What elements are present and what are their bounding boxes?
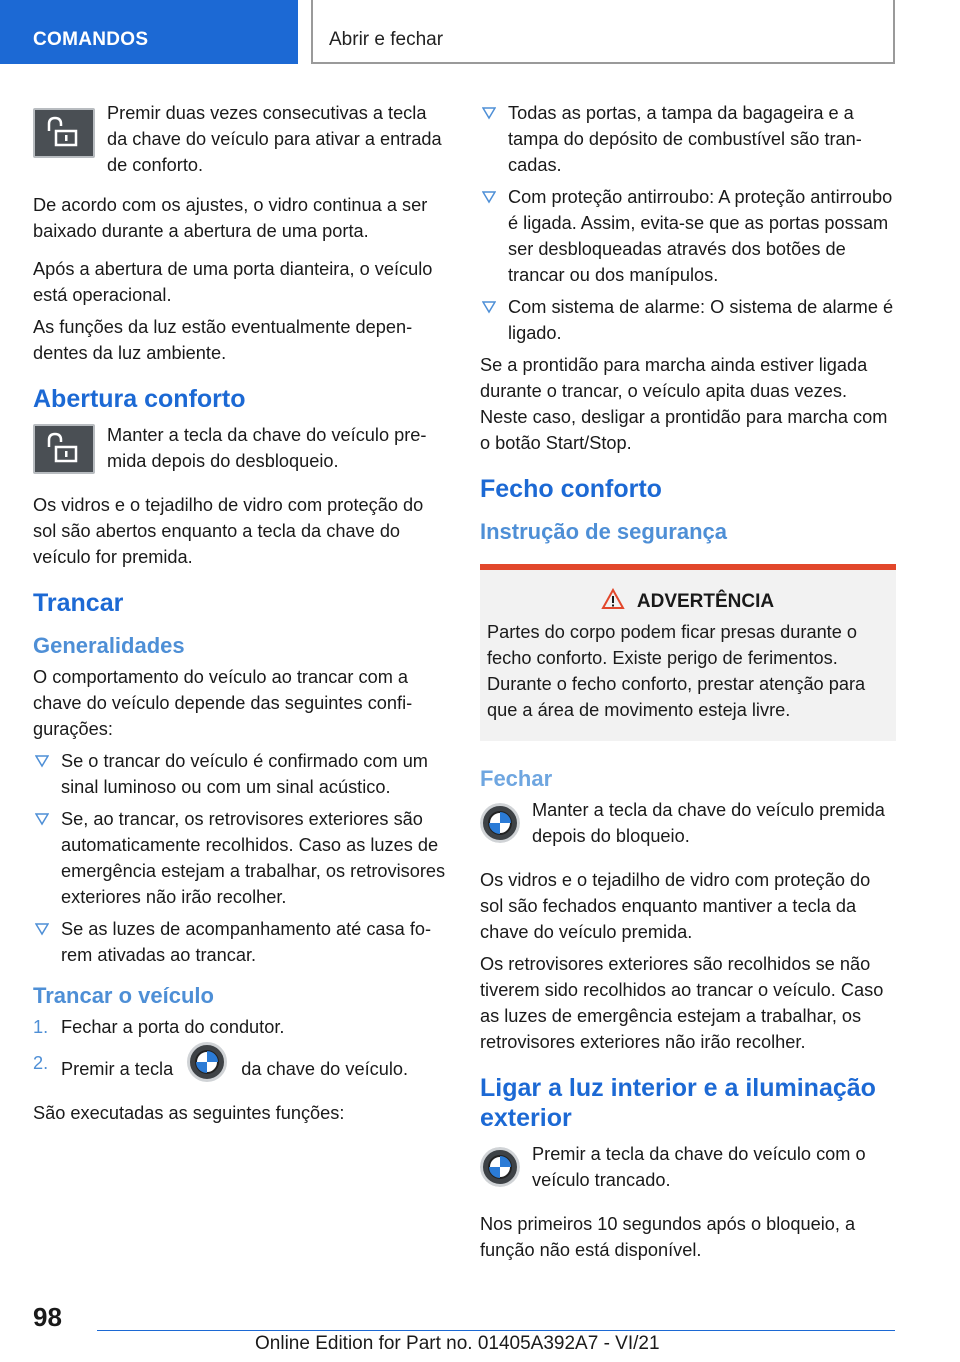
step-text: Fechar a porta do condutor. [61, 1017, 285, 1037]
warning-title: ADVERTÊNCIA [636, 591, 775, 612]
step-number: 2. [33, 1053, 49, 1073]
intro-icon-text: Premir duas vezes consecutivas a tecla da chave do veículo para ativar a entrada de conforto. [107, 103, 442, 175]
heading-instrucao-seguranca: Instrução de segurança [480, 519, 727, 544]
abertura-block [33, 422, 449, 480]
right-column [480, 100, 896, 1269]
ligar-paragraph: Nos primeiros 10 segundos após o bloqueio, a função não está disponível. [480, 1214, 856, 1260]
triangle-bullet-icon [35, 754, 49, 768]
warning-header [487, 588, 888, 613]
chapter-title: Abrir e fechar [329, 29, 444, 50]
footer-divider [97, 1330, 895, 1331]
unlock-key-button-icon [33, 108, 95, 158]
step-number: 1. [33, 1017, 49, 1037]
abertura-paragraph: Os vidros e o tejadilho de vidro com proteção do sol são abertos enquanto a tecla da chave do veículo for premida. [33, 495, 424, 567]
final-paragraph: São executadas as seguintes funções: [33, 1103, 345, 1123]
step-item [33, 1014, 449, 1040]
list-item-text: Se as luzes de acompanhamento até casa forem ativadas ao trancar. [61, 919, 432, 965]
section-title: COMANDOS [33, 29, 149, 50]
ligar-icon-text: Premir a tecla da chave do veículo com o veículo trancado. [532, 1144, 866, 1190]
step-text-after: da chave do veículo. [241, 1058, 409, 1079]
fechar-paragraph-1: Os vidros e o tejadilho de vidro com proteção do sol são fechados enquanto mantiver a tecla da chave do veículo premida. [480, 870, 871, 942]
list-item [33, 748, 449, 800]
list-item-text: Todas as portas, a tampa da bagageira e a tampa do depósito de combustível são trancadas. [508, 103, 862, 175]
left-column [33, 100, 449, 1132]
list-item [480, 100, 896, 178]
step-text-before: Premir a tecla [61, 1058, 174, 1079]
triangle-bullet-icon [35, 922, 49, 936]
step-item [33, 1050, 449, 1090]
list-item-text: Se, ao trancar, os retrovisores exteriores são automaticamente recolhidos. Caso as luzes de emergência estejam a trabalhar, os retrovisores exteriores não irão recolher. [61, 809, 446, 907]
bmw-logo-button-icon [187, 1042, 227, 1082]
generalidades-paragraph: O comportamento do veículo ao trancar com a chave do veículo depende das seguintes configurações: [33, 667, 413, 739]
intro-paragraph-3: As funções da luz estão eventualmente dependentes da luz ambiente. [33, 317, 413, 363]
list-item [480, 184, 896, 288]
intro-block [33, 100, 449, 184]
intro-paragraph-1: De acordo com os ajustes, o vidro continua a ser baixado durante a abertura de uma porta. [33, 195, 428, 241]
unlock-key-button-icon [33, 424, 95, 474]
list-item-text: Com sistema de alarme: O sistema de alarme é ligado. [508, 297, 894, 343]
prontidao-paragraph: Se a prontidão para marcha ainda estiver ligada durante o trancar, o veículo apita duas vezes. Neste caso, desligar a prontidão para marcha com o botão Start/Stop. [480, 355, 888, 453]
list-item-text: Com proteção antirroubo: A proteção antirroubo é ligada. Assim, evita-se que as portas possam ser desbloqueadas através dos botões de trancar ou dos manípulos. [508, 187, 893, 285]
chapter-tab [311, 0, 895, 64]
warning-box [480, 564, 896, 741]
generalidades-list [33, 748, 449, 968]
section-tab [0, 0, 298, 64]
triangle-bullet-icon [35, 812, 49, 826]
bmw-logo-button-icon [480, 1147, 520, 1187]
ligar-block [480, 1141, 896, 1199]
footer-edition: Online Edition for Part no. 01405A392A7 - VI/21 [255, 1333, 660, 1354]
triangle-bullet-icon [482, 190, 496, 204]
heading-trancar-o-veiculo: Trancar o veículo [33, 983, 214, 1008]
trancar-steps [33, 1014, 449, 1090]
functions-list [480, 100, 896, 346]
fechar-block [480, 797, 896, 855]
heading-generalidades: Generalidades [33, 633, 185, 658]
fechar-icon-text: Manter a tecla da chave do veículo premida depois do bloqueio. [532, 800, 885, 846]
warning-text: Partes do corpo podem ficar presas durante o fecho conforto. Existe perigo de ferimentos. Durante o fecho conforto, prestar atenção para que a área de movimento esteja livre. [487, 622, 866, 720]
triangle-bullet-icon [482, 300, 496, 314]
fechar-paragraph-2: Os retrovisores exteriores são recolhidos se não tiverem sido recolhidos ao trancar o veículo. Caso as luzes de emergência estejam a trabalhar, os retrovisores exteriores não irão recolher. [480, 954, 884, 1052]
intro-paragraph-2: Após a abertura de uma porta dianteira, o veículo está operacional. [33, 259, 433, 305]
heading-abertura-conforto: Abertura conforto [33, 385, 246, 413]
bmw-logo-button-icon [480, 803, 520, 843]
warning-triangle-icon [601, 588, 625, 610]
heading-fecho-conforto: Fecho conforto [480, 475, 662, 503]
page-number: 98 [33, 1302, 62, 1332]
list-item [33, 916, 449, 968]
list-item [480, 294, 896, 346]
heading-fechar: Fechar [480, 766, 553, 791]
list-item-text: Se o trancar do veículo é confirmado com um sinal luminoso ou com um sinal acústico. [61, 751, 428, 797]
abertura-icon-text: Manter a tecla da chave do veículo premida depois do desbloqueio. [107, 425, 427, 471]
heading-trancar: Trancar [33, 589, 124, 617]
list-item [33, 806, 449, 910]
heading-ligar-luz: Ligar a luz interior e a iluminação exterior [480, 1074, 876, 1132]
triangle-bullet-icon [482, 106, 496, 120]
